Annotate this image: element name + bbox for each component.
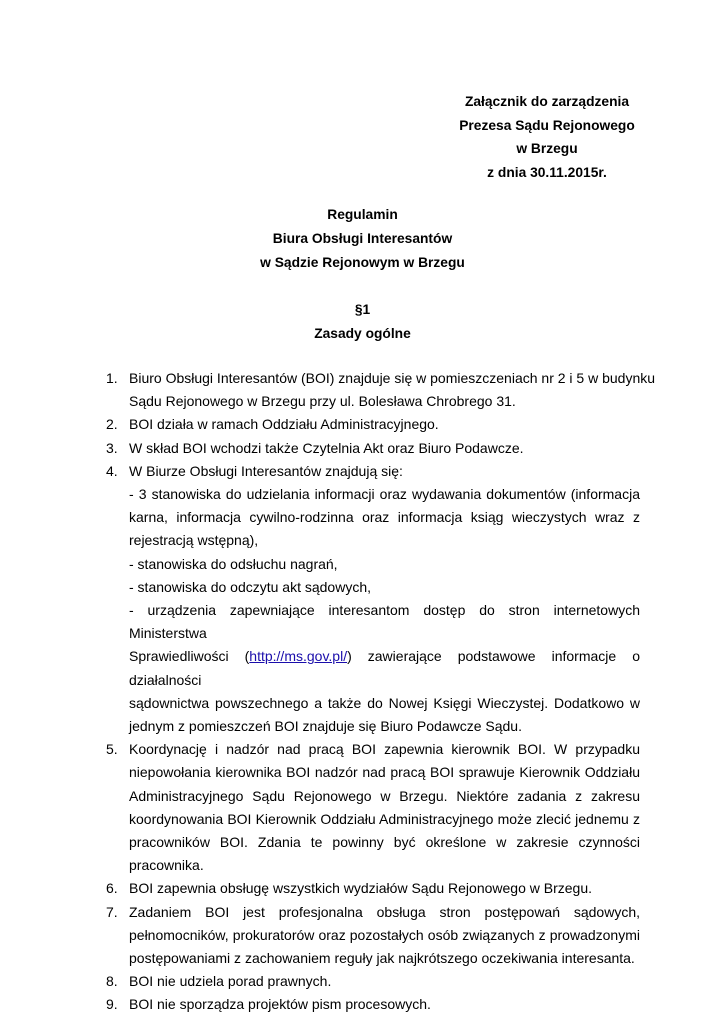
item-number: 4. xyxy=(106,462,118,479)
item-text: Biuro Obsługi Interesantów (BOI) znajduje się w pomieszczeniach nr 2 i 5 w budynku xyxy=(129,370,656,386)
item-number: 3. xyxy=(106,439,118,456)
annex-date: z dnia 30.11.2015r. xyxy=(487,164,607,180)
list-item xyxy=(102,367,656,413)
item-text: W Biurze Obsługi Interesantów znajdują się: xyxy=(129,462,403,479)
item-text: Zadaniem BOI jest profesjonalna obsługa stron postępowań sądowych, xyxy=(129,903,640,920)
item-number: 5. xyxy=(106,741,118,758)
list-item xyxy=(102,413,640,436)
title-line: w Sądzie Rejonowym w Brzegu xyxy=(260,255,465,270)
list-item xyxy=(102,877,640,900)
list-item xyxy=(102,993,640,1016)
item-text: pełnomocników, prokuratorów oraz pozostałych osób związanych z prowadzonymi xyxy=(129,926,640,943)
ms-gov-link[interactable]: http://ms.gov.pl/ xyxy=(249,648,348,665)
item-text: postępowaniami z zachowaniem reguły jak najkrótszego oczekiwania interesanta. xyxy=(129,950,635,967)
sub-item-text: - urządzenia zapewniające interesantom dostęp do stron internetowych Ministerstwa xyxy=(129,602,640,642)
section-header xyxy=(0,298,725,346)
sub-item-text: - stanowiska do odczytu akt sądowych, xyxy=(129,578,372,595)
list-item xyxy=(102,738,640,877)
item-text: Sądu Rejonowego w Brzegu przy ul. Bolesława Chrobrego 31. xyxy=(129,393,516,410)
sub-item-text-with-link xyxy=(129,645,640,691)
item-text: pracowników BOI. Zdania te powinny być określone w zakresie czynności xyxy=(129,834,640,851)
list-item xyxy=(102,970,640,993)
item-text: Administracyjnego Sądu Rejonowego w Brzegu. Niektóre zadania z zakresu xyxy=(129,787,640,804)
list-item xyxy=(102,460,640,738)
link-suffix: ) zawierające podstawowe informacje o działalności xyxy=(129,648,640,688)
item-text: BOI nie udziela porad prawnych. xyxy=(129,973,332,990)
link-prefix: Sprawiedliwości ( xyxy=(129,648,250,665)
item-number: 8. xyxy=(106,973,118,990)
item-text: BOI zapewnia obsługę wszystkich wydziałów Sądu Rejonowego w Brzegu. xyxy=(129,880,593,897)
sub-item-text: - 3 stanowiska do udzielania informacji oraz wydawania dokumentów (informacja xyxy=(129,486,640,503)
item-text: BOI działa w ramach Oddziału Administracyjnego. xyxy=(129,416,439,433)
sub-item-text: rejestracją wstępną), xyxy=(129,532,259,549)
section-heading: Zasady ogólne xyxy=(314,326,411,341)
annex-line: Prezesa Sądu Rejonowego xyxy=(459,117,635,133)
item-number: 1. xyxy=(106,370,118,386)
item-text: koordynowania BOI Kierownik Oddziału Administracyjnego może zlecić jednemu z xyxy=(129,810,640,827)
section-number: §1 xyxy=(354,302,371,317)
item-text: Koordynację i nadzór nad pracą BOI zapewnia kierownik BOI. W przypadku xyxy=(129,741,640,758)
item-text: W skład BOI wchodzi także Czytelnia Akt oraz Biuro Podawcze. xyxy=(129,439,524,456)
annex-line: w Brzegu xyxy=(516,141,578,156)
title-line: Biura Obsługi Interesantów xyxy=(272,231,453,246)
item-number: 6. xyxy=(106,880,118,897)
document-title xyxy=(0,203,725,275)
list-item xyxy=(102,901,640,971)
item-text: pracownika. xyxy=(129,857,204,874)
item-text: niepowołania kierownika BOI nadzór nad pracą BOI sprawuje Kierownik Oddziału xyxy=(129,764,640,781)
sub-item-text: - stanowiska do odsłuchu nagrań, xyxy=(129,555,338,572)
annex-line: Załącznik do zarządzenia xyxy=(464,94,630,109)
item-number: 9. xyxy=(106,996,118,1013)
annex-header xyxy=(430,90,664,184)
sub-item-text: jednym z pomieszczeń BOI znajduje się Biuro Podawcze Sądu. xyxy=(129,718,522,735)
rules-list xyxy=(102,367,656,1017)
list-item xyxy=(102,437,640,460)
title-line: Regulamin xyxy=(327,207,398,222)
sub-item-text: karna, informacja cywilno-rodzinna oraz informacja ksiąg wieczystych wraz z xyxy=(129,509,640,526)
item-number: 7. xyxy=(106,903,118,920)
item-text: BOI nie sporządza projektów pism procesowych. xyxy=(129,996,431,1013)
item-number: 2. xyxy=(106,416,118,433)
sub-item-text: sądownictwa powszechnego a także do Nowej Księgi Wieczystej. Dodatkowo w xyxy=(129,694,640,711)
